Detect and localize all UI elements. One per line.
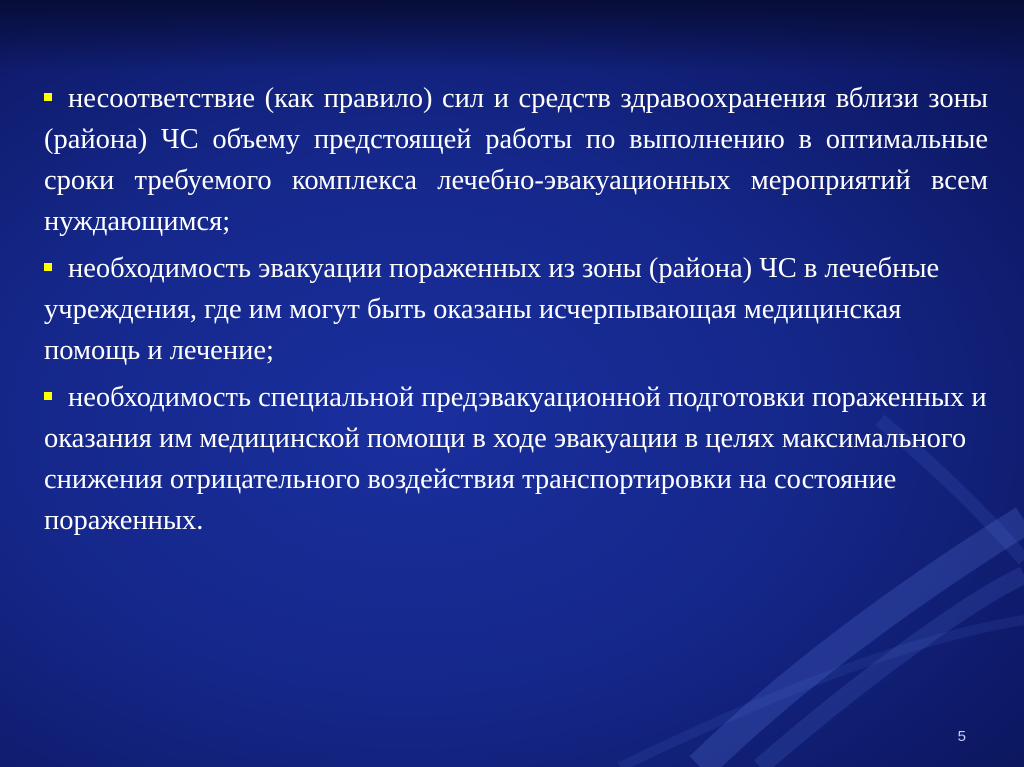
bullet-item (44, 248, 988, 371)
bullet-text: несоответствие (как правило) сил и средств здравоохранения вблизи зоны (района) ЧС объему предстоящей работы по выполнению в оптимальные сроки требуемого комплекса лечебно-эвакуационных мероприятий всем нуждающимся; (44, 83, 988, 237)
bullet-square-icon (44, 263, 52, 271)
bullet-square-icon (44, 93, 52, 101)
bullet-item (44, 377, 988, 541)
bullet-text: необходимость эвакуации пораженных из зоны (района) ЧС в лечебные учреждения, где им могут быть оказаны исчерпывающая медицинская помощь и лечение; (44, 253, 940, 366)
bullet-list (44, 78, 988, 547)
bullet-text: необходимость специальной предэвакуационной подготовки пораженных и оказания им медицинской помощи в ходе эвакуации в целях максимального снижения отрицательного воздействия транспортировки на состояние пораженных. (44, 382, 987, 536)
bullet-square-icon (44, 392, 52, 400)
page-number: 5 (957, 728, 966, 745)
bullet-text-wrapper (44, 248, 988, 371)
bullet-text-wrapper (44, 377, 988, 541)
bullet-text-wrapper (44, 78, 988, 242)
bullet-item (44, 78, 988, 242)
